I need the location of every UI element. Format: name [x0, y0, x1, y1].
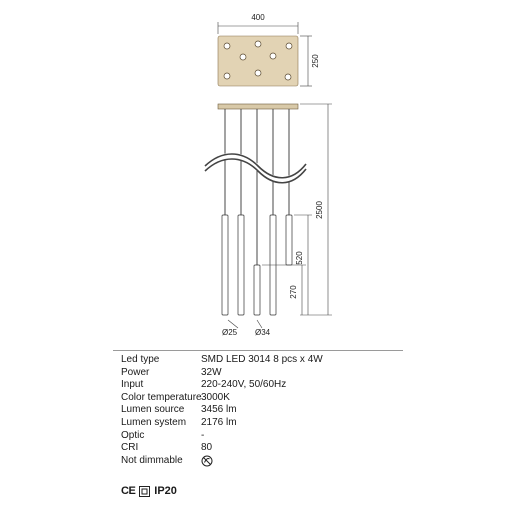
spec-value: 3000K [201, 391, 230, 403]
spec-row-input [113, 379, 403, 392]
short-tube-dimension [262, 265, 306, 315]
ip-rating: IP20 [154, 485, 177, 497]
spec-value: 32W [201, 366, 222, 378]
spec-label: CRI [121, 442, 139, 454]
class-ii-icon [139, 486, 150, 497]
spec-value [201, 455, 213, 468]
spec-label: Power [121, 366, 150, 378]
spec-label: Led type [121, 354, 160, 365]
spec-label: Input [121, 379, 144, 391]
spec-row-led-type [113, 354, 403, 367]
spec-label: Lumen source [121, 404, 185, 416]
spec-value: 220-240V, 50/60Hz [201, 379, 287, 391]
canopy-side-view [218, 104, 298, 109]
spec-row-power [113, 367, 403, 380]
suspension-cables [225, 109, 289, 265]
spec-label: Optic [121, 429, 145, 441]
spec-value: 2176 lm [201, 416, 237, 428]
spec-value: - [201, 429, 205, 441]
width-label: 400 [251, 13, 265, 22]
not-dimmable-icon [201, 455, 213, 467]
spec-row-cri [113, 442, 403, 455]
spec-row-color-temperature [113, 392, 403, 405]
spec-value: SMD LED 3014 8 pcs x 4W [201, 354, 323, 365]
spec-label: Lumen system [121, 416, 187, 428]
spec-value: 80 [201, 442, 213, 454]
depth-label: 250 [311, 54, 320, 68]
long-tube-label: 520 [295, 251, 304, 265]
spec-row-optic [113, 430, 403, 443]
diameter-small-label: Ø25 [222, 328, 238, 337]
diameter-leaders [228, 320, 262, 328]
ce-mark-icon: CE [121, 485, 136, 497]
diameter-large-label: Ø34 [255, 328, 271, 337]
certification-marks [121, 484, 177, 498]
spec-value: 3456 lm [201, 404, 237, 416]
spec-label: Color temperature [121, 391, 202, 403]
spec-row-not-dimmable [113, 455, 403, 468]
spec-row-lumen-source [113, 404, 403, 417]
spec-row-lumen-system [113, 417, 403, 430]
spec-table [113, 350, 403, 467]
top-view-width-dimension [218, 22, 298, 34]
spec-label: Not dimmable [121, 454, 183, 466]
short-tube-label: 270 [289, 285, 298, 299]
total-height-label: 2500 [315, 201, 324, 219]
